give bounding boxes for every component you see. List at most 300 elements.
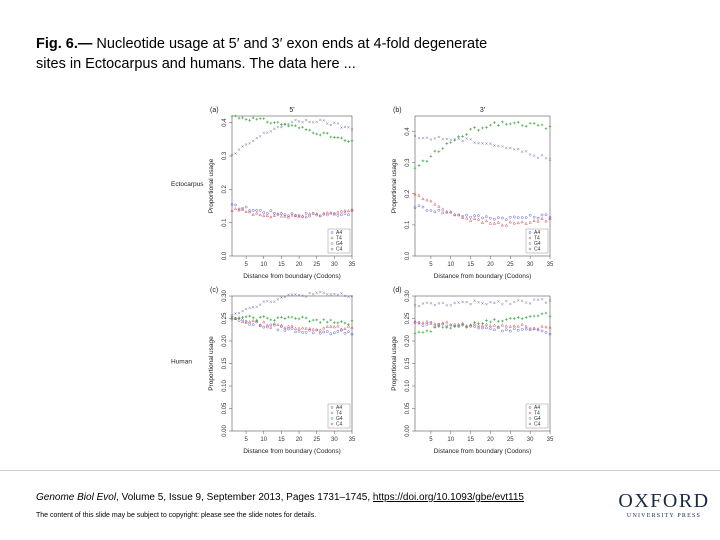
point-T4 [426,320,428,322]
point-G4 [501,320,504,323]
point-C4 [517,299,519,301]
point-T4 [252,213,254,215]
point-T4 [270,326,272,328]
point-A4 [340,214,342,216]
point-A4 [489,217,491,219]
x-tick-label: 20 [487,262,494,268]
point-G4 [493,318,496,321]
point-G4 [284,317,287,320]
point-G4 [280,123,283,126]
point-T4 [438,205,440,207]
point-A4 [525,216,527,218]
point-C4 [477,301,479,303]
point-T4 [337,211,339,213]
point-G4 [301,316,304,319]
point-T4 [501,324,503,326]
point-C4 [529,302,531,304]
point-G4 [481,127,484,130]
point-G4 [465,133,468,136]
point-C4 [234,152,236,154]
point-T4 [340,210,342,212]
point-A4 [344,212,346,214]
point-C4 [287,123,289,125]
point-A4 [541,214,543,216]
point-T4 [291,325,293,327]
point-C4 [434,137,436,139]
x-tick-label: 35 [348,437,356,443]
point-C4 [505,300,507,302]
point-C4 [533,155,535,157]
point-A4 [333,332,335,334]
point-A4 [277,329,279,331]
x-tick-label: 30 [331,262,338,268]
point-C4 [450,139,452,141]
publisher-logo [618,490,710,520]
point-A4 [347,214,349,216]
point-C4 [442,302,444,304]
point-T4 [509,221,511,223]
point-C4 [298,120,300,122]
x-tick-label: 20 [295,262,303,268]
point-C4 [462,140,464,142]
point-T4 [497,221,499,223]
point-G4 [252,316,255,319]
point-C4 [418,137,420,139]
y-tick-label: 0.4 [222,118,228,127]
point-G4 [337,136,340,139]
point-T4 [501,224,503,226]
point-T4 [298,215,300,217]
point-C4 [458,302,460,304]
point-A4 [469,216,471,218]
legend-label: G4 [534,241,541,247]
point-T4 [545,220,547,222]
point-G4 [509,123,512,126]
point-T4 [248,321,250,323]
figure-svg [165,100,565,470]
x-tick-label: 35 [348,262,356,268]
point-T4 [333,326,335,328]
point-C4 [326,293,328,295]
point-C4 [337,294,339,296]
y-tick-label: 0.30 [405,290,411,302]
point-C4 [438,302,440,304]
x-tick-label: 5 [244,262,248,268]
point-A4 [309,215,311,217]
point-A4 [238,319,240,321]
point-T4 [330,211,332,213]
point-C4 [489,301,491,303]
point-G4 [461,135,464,138]
point-G4 [489,124,492,127]
point-A4 [481,327,483,329]
point-G4 [344,322,347,325]
point-A4 [497,217,499,219]
point-T4 [301,327,303,329]
point-G4 [513,317,516,320]
point-A4 [263,326,265,328]
point-T4 [326,211,328,213]
point-T4 [312,212,314,214]
point-C4 [493,144,495,146]
panel-tag: (c) [210,287,219,294]
point-T4 [234,208,236,210]
point-G4 [529,315,532,318]
point-C4 [294,119,296,121]
point-C4 [301,121,303,123]
point-G4 [234,115,237,118]
point-G4 [312,132,315,135]
point-C4 [340,127,342,129]
point-A4 [533,216,535,218]
point-C4 [312,293,314,295]
point-T4 [521,323,523,325]
figure-label: Fig. 6. [36,36,78,52]
publisher-name: OXFORD [618,490,710,512]
point-C4 [263,132,265,134]
caption-text: Nucleotide usage at 5′ and 3′ exon ends at 4-fold degenerate sites in Ectocarpus and humans. The data here ... [36,36,488,72]
point-G4 [426,160,429,163]
point-G4 [298,127,301,130]
y-tick-label: 0.05 [222,402,228,415]
point-A4 [330,333,332,335]
point-C4 [422,302,424,304]
point-G4 [308,129,311,132]
point-C4 [344,126,346,128]
point-C4 [497,300,499,302]
y-tick-label: 0.00 [405,425,411,437]
citation [36,491,524,504]
legend-label: C4 [336,246,343,253]
point-G4 [347,323,350,326]
point-G4 [259,316,262,319]
y-tick-label: 0.1 [222,218,228,227]
point-T4 [525,222,527,224]
point-G4 [497,124,500,127]
journal-name: Genome Biol Evol [36,492,117,503]
point-A4 [234,204,236,206]
point-T4 [489,325,491,327]
point-G4 [473,321,476,324]
point-A4 [312,332,314,334]
point-C4 [493,302,495,304]
point-C4 [241,310,243,312]
point-G4 [529,122,532,125]
point-C4 [446,138,448,140]
panel-tag: (d) [393,287,402,294]
point-A4 [422,324,424,326]
point-G4 [438,150,441,153]
point-C4 [333,293,335,295]
point-G4 [245,118,248,121]
publisher-press: UNIVERSITY PRESS [626,513,702,519]
y-tick-label: 0.20 [405,335,411,347]
point-G4 [418,331,421,334]
legend-label: T4 [534,410,540,417]
point-G4 [259,117,262,120]
point-A4 [545,214,547,216]
point-C4 [477,142,479,144]
point-C4 [273,128,275,130]
point-G4 [287,316,290,319]
legend-label: C4 [534,246,541,253]
point-A4 [418,205,420,207]
point-T4 [430,200,432,202]
point-G4 [489,321,492,324]
figure-caption [36,34,506,74]
point-G4 [322,132,325,135]
point-T4 [525,325,527,327]
point-A4 [473,325,475,327]
row-label: Ectocarpus [171,181,204,188]
point-T4 [308,327,310,329]
x-tick-label: 25 [506,262,514,268]
point-C4 [259,135,261,137]
point-G4 [266,317,269,320]
point-C4 [462,301,464,303]
point-G4 [301,126,304,129]
figure-panels [165,100,565,470]
point-C4 [513,148,515,150]
point-G4 [445,142,448,145]
point-C4 [481,142,483,144]
point-G4 [241,117,244,120]
point-G4 [277,121,280,124]
y-axis-title: Proportional usage [391,336,398,391]
point-G4 [351,139,354,142]
point-G4 [340,137,343,140]
y-tick-label: 0.3 [222,151,228,161]
point-G4 [434,150,437,153]
point-G4 [501,121,504,124]
point-A4 [529,214,531,216]
legend-label: C4 [534,421,541,428]
point-T4 [434,323,436,325]
legend-label: T4 [336,410,342,417]
x-axis-title: Distance from boundary (Codons) [243,448,341,455]
point-A4 [501,330,503,332]
point-C4 [256,137,258,139]
point-G4 [294,317,297,320]
point-G4 [497,320,500,323]
point-A4 [493,218,495,220]
x-tick-label: 35 [546,262,554,268]
point-A4 [252,209,254,211]
point-T4 [541,217,543,219]
point-A4 [291,327,293,329]
point-G4 [308,320,311,323]
point-A4 [517,216,519,218]
point-C4 [287,294,289,296]
point-T4 [465,217,467,219]
point-G4 [291,124,294,127]
point-C4 [330,293,332,295]
point-G4 [449,141,452,144]
point-G4 [344,139,347,142]
point-A4 [305,212,307,214]
point-G4 [270,319,273,322]
point-A4 [426,323,428,325]
point-C4 [266,132,268,134]
point-G4 [273,121,276,124]
point-G4 [280,316,283,319]
x-tick-label: 35 [546,437,554,443]
point-G4 [441,147,444,150]
point-T4 [418,194,420,196]
point-C4 [489,143,491,145]
point-T4 [252,319,254,321]
point-A4 [301,331,303,333]
point-C4 [537,299,539,301]
point-A4 [509,330,511,332]
y-tick-label: 0.25 [222,312,228,325]
point-T4 [294,327,296,329]
point-G4 [549,315,552,318]
point-G4 [493,121,496,124]
point-G4 [298,318,301,321]
point-T4 [442,208,444,210]
point-A4 [284,329,286,331]
y-tick-label: 0.15 [222,357,228,370]
point-A4 [442,212,444,214]
point-C4 [312,121,314,123]
point-C4 [305,119,307,121]
y-tick-label: 0.3 [405,158,411,167]
x-tick-label: 25 [506,437,514,443]
y-tick-label: 0.25 [405,312,411,325]
point-G4 [426,330,429,333]
point-C4 [266,300,268,302]
x-tick-label: 15 [278,262,285,268]
point-C4 [241,145,243,147]
point-G4 [322,318,325,321]
point-A4 [541,330,543,332]
point-T4 [277,323,279,325]
point-C4 [426,137,428,139]
point-T4 [344,327,346,329]
point-G4 [262,315,265,318]
point-G4 [545,312,548,315]
point-C4 [473,142,475,144]
point-C4 [517,148,519,150]
point-C4 [485,143,487,145]
y-tick-label: 0.2 [222,185,228,194]
point-T4 [509,325,511,327]
doi-link[interactable]: https://doi.org/10.1093/gbe/evt115 [372,492,524,503]
point-G4 [284,123,287,126]
point-T4 [280,215,282,217]
point-G4 [238,317,241,320]
point-G4 [441,326,444,329]
row-label: Human [171,358,192,366]
point-A4 [259,209,261,211]
point-C4 [438,136,440,138]
point-C4 [337,122,339,124]
point-T4 [347,210,349,212]
point-C4 [509,303,511,305]
point-G4 [521,124,524,127]
point-T4 [305,327,307,329]
point-C4 [326,122,328,124]
point-C4 [245,308,247,310]
point-G4 [473,126,476,129]
point-C4 [533,299,535,301]
point-C4 [466,301,468,303]
point-G4 [277,316,280,319]
point-C4 [249,142,251,144]
point-C4 [280,126,282,128]
point-T4 [344,209,346,211]
point-T4 [446,321,448,323]
point-G4 [238,117,241,120]
y-tick-label: 0.0 [405,251,411,261]
point-C4 [309,292,311,294]
point-C4 [418,305,420,307]
x-tick-label: 15 [467,262,474,268]
x-tick-label: 30 [526,437,534,443]
x-tick-label: 15 [467,437,474,443]
x-axis-title: Distance from boundary (Codons) [433,448,532,455]
point-A4 [263,211,265,213]
point-G4 [326,321,329,324]
point-C4 [454,302,456,304]
point-C4 [298,294,300,296]
point-T4 [473,217,475,219]
point-T4 [263,321,265,323]
point-G4 [541,124,544,127]
point-C4 [273,301,275,303]
point-G4 [418,164,421,167]
point-T4 [426,199,428,201]
point-G4 [319,134,322,137]
point-G4 [294,125,297,128]
point-T4 [326,325,328,327]
point-C4 [319,291,321,293]
y-tick-label: 0.20 [222,335,228,347]
point-A4 [525,328,527,330]
point-A4 [326,214,328,216]
point-C4 [521,151,523,153]
y-axis-title: Proportional usage [391,158,398,214]
panel-tag: (a) [210,107,219,114]
copyright-notice: The content of this slide may be subject to copyright: please see the slide notes for details. [36,512,317,519]
point-T4 [263,215,265,217]
point-G4 [351,319,354,322]
point-A4 [430,209,432,211]
point-T4 [521,221,523,223]
point-T4 [266,215,268,217]
point-T4 [422,198,424,200]
point-C4 [294,293,296,295]
point-T4 [245,210,247,212]
point-C4 [545,302,547,304]
point-G4 [449,327,452,330]
point-G4 [469,128,472,131]
point-T4 [513,222,515,224]
y-axis-title: Proportional usage [208,158,215,214]
point-C4 [323,119,325,121]
point-A4 [477,214,479,216]
point-G4 [262,117,265,120]
point-C4 [434,304,436,306]
panel-tag: (b) [393,107,402,114]
y-tick-label: 0.4 [405,127,411,136]
point-A4 [337,214,339,216]
point-C4 [280,296,282,298]
point-T4 [533,219,535,221]
point-G4 [533,122,536,125]
point-G4 [231,115,234,118]
